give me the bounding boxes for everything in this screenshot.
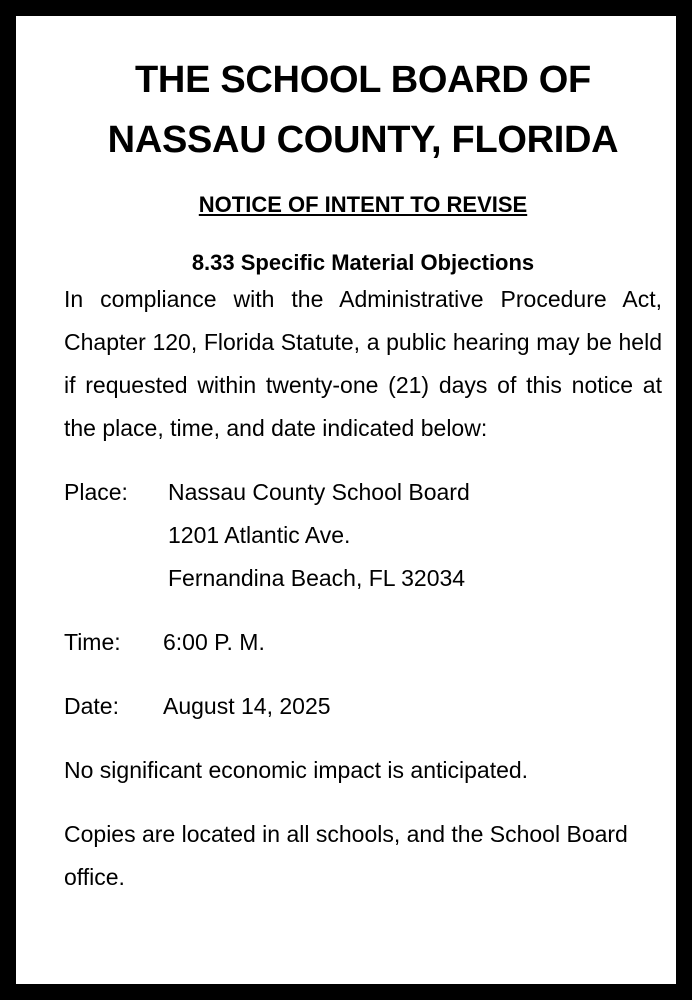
policy-title: 8.33 Specific Material Objections — [191, 250, 535, 275]
board-title — [64, 50, 662, 170]
place-address — [168, 471, 470, 600]
place-label: Place: — [64, 479, 128, 505]
intro-paragraph: In compliance with the Administrative Procedure Act, Chapter 120, Florida Statute, a public hearing may be held if requested within twenty-one (21) days of this notice at the place, time, and date indicated below: — [64, 286, 662, 441]
time-label: Time: — [64, 629, 121, 655]
board-title-line-2: NASSAU COUNTY, FLORIDA — [107, 119, 619, 161]
place-address-line-2: 1201 Atlantic Ave. — [168, 522, 351, 548]
date-value: August 14, 2025 — [163, 693, 331, 719]
place-row — [64, 471, 662, 600]
copies-statement: Copies are located in all schools, and the School Board office. — [64, 821, 628, 890]
date-label: Date: — [64, 693, 119, 719]
board-title-line-1: THE SCHOOL BOARD OF — [135, 59, 591, 101]
place-address-line-1: Nassau County School Board — [168, 479, 470, 505]
impact-statement: No significant economic impact is anticipated. — [64, 757, 529, 783]
place-address-line-3: Fernandina Beach, FL 32034 — [168, 565, 466, 591]
time-row — [64, 621, 662, 664]
date-row — [64, 685, 662, 728]
notice-heading: NOTICE OF INTENT TO REVISE — [198, 192, 528, 217]
notice-content — [64, 50, 662, 899]
time-value: 6:00 P. M. — [163, 629, 265, 655]
